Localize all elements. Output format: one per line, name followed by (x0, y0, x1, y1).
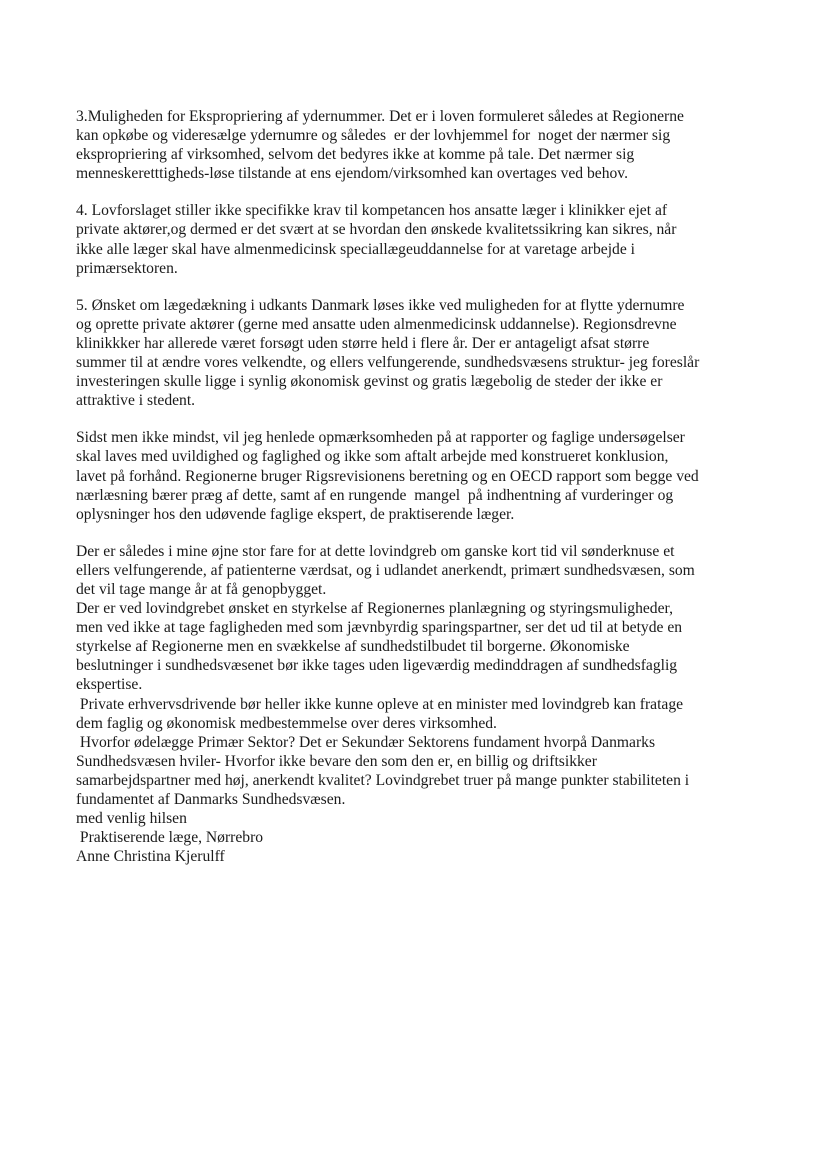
text-line: Sundhedsvæsen hviler- Hvorfor ikke bevare den som den er, en billig og driftsikker (76, 752, 597, 770)
paragraph-spacer (76, 410, 766, 428)
closing-salutation: med venlig hilsen (76, 810, 187, 828)
text-line: Hvorfor ødelægge Primær Sektor? Det er Sekundær Sektorens fundament hvorpå Danmarks (76, 733, 656, 751)
text-line: ellers velfungerende, af patienterne værdsat, og i udlandet anerkendt, primært sundhedsvæsen, som (76, 561, 695, 579)
text-line: klinikkker har allerede været forsøgt uden større held i flere år. Der er antageligt afsat større (76, 334, 650, 352)
text-line: ekspropriering af virksomhed, selvom det bedyres ikke at komme på tale. Det nærmer sig (76, 146, 635, 164)
text-line: primærsektoren. (76, 259, 178, 277)
letter-body (76, 107, 766, 866)
text-line: samarbejdspartner med høj, anerkendt kvalitet? Lovindgrebet truer på mange punkter stabiliteten i (76, 771, 690, 789)
text-line: ikke alle læger skal have almenmedicinsk speciallægeuddannelse for at varetage arbejde i (76, 240, 635, 258)
text-line: kan opkøbe og videresælge ydernumre og således er der lovhjemmel for noget der nærmer sig (76, 127, 671, 145)
author-title: Praktiserende læge, Nørrebro (76, 829, 264, 847)
paragraph-conclusion-signature (76, 542, 766, 867)
text-line: Private erhvervsdrivende bør heller ikke kunne opleve at en minister med lovindgreb kan fratage (76, 695, 684, 713)
text-line: Der er således i mine øjne stor fare for at dette lovindgreb om ganske kort tid vil sønderknuse et (76, 542, 675, 560)
text-line: private aktører,og dermed er det svært at se hvordan den ønskede kvalitetssikring kan sikres, når (76, 221, 677, 239)
text-line: beslutninger i sundhedsvæsenet bør ikke tages uden ligeværdig medinddragen af sundhedsfaglig (76, 657, 678, 675)
text-line: dem faglig og økonomisk medbestemmelse over deres virksomhed. (76, 714, 497, 732)
text-line: 5. Ønsket om lægedækning i udkants Danmark løses ikke ved muligheden for at flytte ydernumre (76, 296, 685, 314)
paragraph-competence (76, 201, 766, 277)
text-line: og oprette private aktører (gerne med ansatte uden almenmedicinsk uddannelse). Regionsdrevne (76, 315, 677, 333)
text-line: Der er ved lovindgrebet ønsket en styrkelse af Regionernes planlægning og styringsmuligheder, (76, 600, 673, 618)
text-line: menneskeretttigheds-løse tilstande at ens ejendom/virksomhed kan overtages ved behov. (76, 165, 628, 183)
text-line: 3.Muligheden for Ekspropriering af ydernummer. Det er i loven formuleret således at Regionerne (76, 108, 684, 125)
paragraph-rural-coverage (76, 296, 766, 411)
text-line: men ved ikke at tage fagligheden med som jævnbyrdig sparingspartner, ser det ud til at betyde en (76, 619, 683, 637)
author-name: Anne Christina Kjerulff (76, 848, 225, 866)
text-line: investeringen skulle ligge i synlig økonomisk gevinst og gratis lægebolig de steder der ikke er (76, 373, 663, 391)
text-line: Sidst men ikke mindst, vil jeg henlede opmærksomheden på at rapporter og faglige undersøgelser (76, 429, 685, 447)
text-line: det vil tage mange år at få genopbygget. (76, 580, 327, 598)
text-line: attraktive i stedent. (76, 392, 196, 410)
text-line: ekspertise. (76, 676, 143, 694)
text-line: summer til at ændre vores velkendte, og ellers velfungerende, sundhedsvæsens struktur- jeg foreslår (76, 354, 700, 372)
text-line: styrkelse af Regionerne men en svækkelse af sundhedstilbudet til borgerne. Økonomiske (76, 638, 630, 656)
paragraph-spacer (76, 524, 766, 542)
paragraph-reports (76, 428, 766, 523)
text-line: skal laves med uvildighed og faglighed og ikke som aftalt arbejde med konstrueret konklusion, (76, 448, 669, 466)
text-line: lavet på forhånd. Regionerne bruger Rigsrevisionens beretning og en OECD rapport som begge ved (76, 467, 699, 485)
text-line: fundamentet af Danmarks Sundhedsvæsen. (76, 791, 346, 808)
text-line: 4. Lovforslaget stiller ikke specifikke krav til kompetancen hos ansatte læger i klinikker ejet af (76, 202, 668, 220)
paragraph-spacer (76, 183, 766, 201)
text-line: nærlæsning bærer præg af dette, samt af en rungende mangel på indhentning af vurderinger og (76, 486, 674, 504)
paragraph-spacer (76, 278, 766, 296)
paragraph-expropriation (76, 107, 766, 183)
text-line: oplysninger hos den udøvende faglige ekspert, de praktiserende læger. (76, 505, 515, 523)
